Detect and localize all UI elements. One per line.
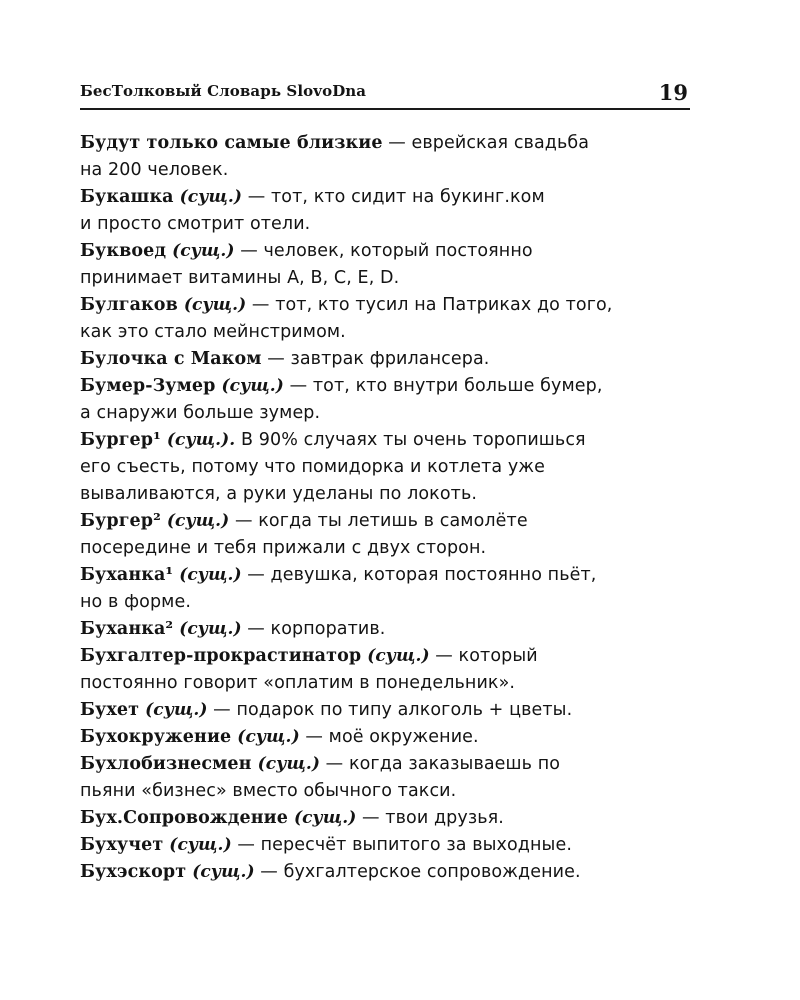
entry-definition: — еврейская свадьба	[382, 133, 590, 153]
book-title: БесТолковый Словарь SlovoDna	[80, 82, 367, 100]
entry-term: Булгаков	[80, 295, 178, 315]
dictionary-entries	[80, 130, 700, 886]
dictionary-entry	[80, 238, 700, 292]
entry-part-of-speech: (сущ.)	[173, 619, 242, 639]
entry-line	[80, 751, 700, 778]
entry-term: Бургер²	[80, 511, 161, 531]
dictionary-entry	[80, 427, 700, 508]
entry-definition: — который	[429, 646, 538, 666]
entry-part-of-speech: (сущ.)	[287, 808, 357, 828]
entry-term: Буханка²	[80, 619, 174, 639]
entry-part-of-speech: (сущ.)	[173, 187, 243, 207]
entry-part-of-speech: (сущ.)	[139, 700, 208, 720]
dictionary-entry	[80, 859, 700, 886]
dictionary-entry	[80, 292, 700, 346]
entry-definition: — корпоратив.	[241, 619, 386, 639]
entry-part-of-speech: (сущ.)	[173, 565, 242, 585]
entry-definition-line: как это стало мейнстримом.	[80, 322, 346, 342]
entry-definition: — тот, кто тусил на Патриках до того,	[246, 295, 613, 315]
entry-definition: — твои друзья.	[356, 808, 504, 828]
entry-term: Бухлобизнесмен	[80, 754, 252, 774]
entry-definition: — завтрак фрилансера.	[261, 349, 490, 369]
dictionary-entry	[80, 616, 700, 643]
entry-definition: — тот, кто внутри больше бумер,	[283, 376, 603, 396]
entry-definition-line: постоянно говорит «оплатим в понедельник».	[80, 673, 516, 693]
dictionary-entry	[80, 562, 700, 616]
entry-line	[80, 427, 700, 454]
dictionary-entry	[80, 373, 700, 427]
dictionary-entry	[80, 751, 700, 805]
dictionary-entry	[80, 643, 700, 697]
entry-term: Будут только самые близкие	[80, 133, 383, 153]
dictionary-entry	[80, 508, 700, 562]
entry-definition-line: вываливаются, а руки уделаны по локоть.	[80, 484, 478, 504]
entry-definition: — пересчёт выпитого за выходные.	[231, 835, 572, 855]
entry-part-of-speech: (сущ.)	[177, 295, 247, 315]
entry-line	[80, 562, 700, 589]
entry-definition: — когда заказываешь по	[320, 754, 561, 774]
dictionary-entry	[80, 346, 700, 373]
entry-part-of-speech: (сущ.)	[160, 511, 230, 531]
entry-term: Бумер-Зумер	[80, 376, 216, 396]
entry-part-of-speech: (сущ.)	[186, 862, 255, 882]
entry-line	[80, 616, 700, 643]
entry-definition: — моё окружение.	[299, 727, 479, 747]
dictionary-entry	[80, 805, 700, 832]
page-number: 19	[658, 80, 688, 105]
entry-line	[80, 859, 700, 886]
entry-definition: — тот, кто сидит на букинг.ком	[242, 187, 545, 207]
entry-part-of-speech: (сущ.).	[160, 430, 236, 450]
entry-line	[80, 508, 700, 535]
entry-definition-line: посередине и тебя прижали с двух сторон.	[80, 538, 487, 558]
entry-line	[80, 346, 700, 373]
entry-term: Буквоед	[80, 241, 167, 261]
entry-part-of-speech: (сущ.)	[215, 376, 284, 396]
entry-line	[80, 238, 700, 265]
entry-term: Бургер¹	[80, 430, 161, 450]
entry-term: Бухет	[80, 700, 140, 720]
entry-definition: — человек, который постоянно	[234, 241, 533, 261]
entry-line	[80, 292, 700, 319]
entry-part-of-speech: (сущ.)	[361, 646, 430, 666]
entry-part-of-speech: (сущ.)	[163, 835, 232, 855]
entry-line	[80, 805, 700, 832]
dictionary-entry	[80, 130, 700, 184]
entry-term: Бух.Сопровождение	[80, 808, 288, 828]
entry-term: Бухгалтер-прокрастинатор	[80, 646, 362, 666]
entry-line	[80, 184, 700, 211]
entry-definition: — бухгалтерское сопровождение.	[254, 862, 581, 882]
entry-line	[80, 832, 700, 859]
dictionary-entry	[80, 832, 700, 859]
entry-term: Буханка¹	[80, 565, 174, 585]
entry-definition-line: на 200 человек.	[80, 160, 229, 180]
entry-line	[80, 697, 700, 724]
entry-term: Букашка	[80, 187, 174, 207]
entry-definition: В 90% случаях ты очень торопишься	[235, 430, 586, 450]
entry-definition-line: принимает витамины A, B, C, E, D.	[80, 268, 400, 288]
entry-definition: — когда ты летишь в самолёте	[229, 511, 528, 531]
entry-term: Бухокружение	[80, 727, 232, 747]
entry-term: Бухэскорт	[80, 862, 187, 882]
dictionary-entry	[80, 184, 700, 238]
entry-definition-line: пьяни «бизнес» вместо обычного такси.	[80, 781, 457, 801]
entry-part-of-speech: (сущ.)	[166, 241, 235, 261]
entry-definition: — подарок по типу алкоголь + цветы.	[207, 700, 573, 720]
entry-term: Бухучет	[80, 835, 164, 855]
entry-line	[80, 373, 700, 400]
entry-definition-line: и просто смотрит отели.	[80, 214, 311, 234]
entry-definition: — девушка, которая постоянно пьёт,	[241, 565, 597, 585]
entry-term: Булочка с Маком	[80, 349, 262, 369]
entry-line	[80, 643, 700, 670]
entry-definition-line: его съесть, потому что помидорка и котлета уже	[80, 457, 546, 477]
entry-definition-line: а снаружи больше зумер.	[80, 403, 321, 423]
dictionary-entry	[80, 724, 700, 751]
entry-part-of-speech: (сущ.)	[231, 727, 300, 747]
entry-line	[80, 724, 700, 751]
running-header	[80, 80, 690, 110]
entry-definition-line: но в форме.	[80, 592, 191, 612]
dictionary-entry	[80, 697, 700, 724]
entry-line	[80, 130, 700, 157]
entry-part-of-speech: (сущ.)	[251, 754, 321, 774]
